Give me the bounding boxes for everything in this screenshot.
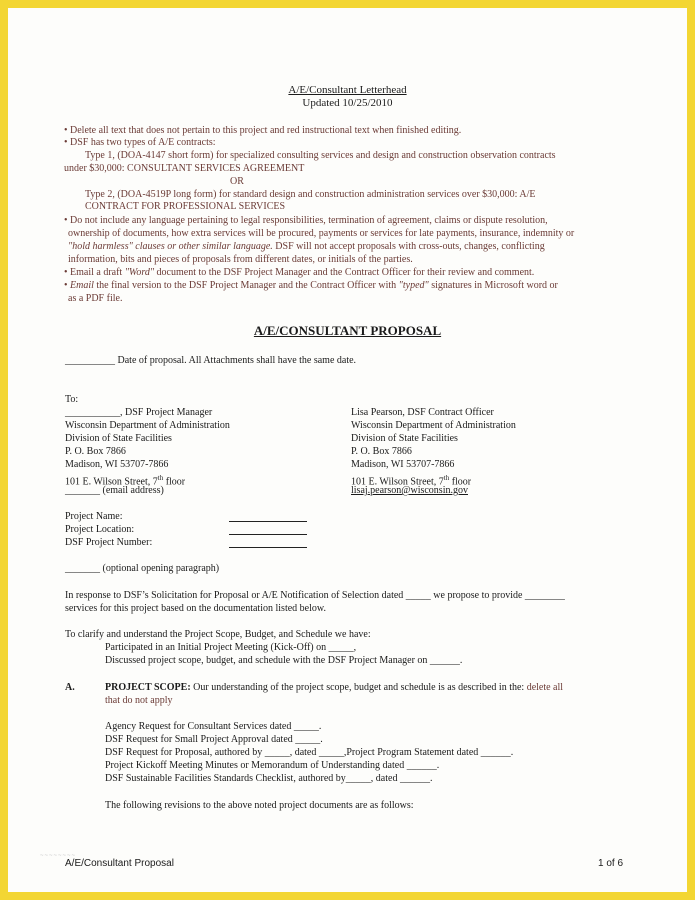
instruction-line xyxy=(64,267,534,279)
instruction-text: document to the DSF Project Manager and the Contract Officer for their review and comment. xyxy=(154,267,535,278)
instruction-text: the final version to the DSF Project Manager and the Contract Officer with xyxy=(93,280,399,291)
section-a-text: Our understanding of the project scope, budget and schedule is as described in the: xyxy=(190,682,525,693)
project-name-field[interactable] xyxy=(229,521,307,522)
address-text: 101 E. Wilson Street, 7 xyxy=(65,476,158,488)
address-text: floor xyxy=(163,476,186,488)
instruction-line: ownership of documents, how extra services will be procured, payments or services for late payments, insurance, indemnity or xyxy=(68,228,575,239)
response-line: services for this project based on the documentation listed below. xyxy=(65,603,326,614)
instruction-line: • DSF has two types of A/E contracts: xyxy=(64,137,216,148)
instruction-italic: "Word" xyxy=(124,267,155,278)
project-location-field[interactable] xyxy=(229,534,307,535)
clarify-line: To clarify and understand the Project Scope, Budget, and Schedule we have: xyxy=(65,629,371,640)
section-a-title: PROJECT SCOPE: xyxy=(105,682,191,693)
instruction-line: information, bits and pieces of proposals from different dates, or initials of the parties. xyxy=(68,254,413,265)
to-label: To: xyxy=(65,394,79,405)
instruction-italic: "hold harmless" clauses or other similar language. xyxy=(68,241,273,252)
section-a-letter: A. xyxy=(65,682,75,693)
pm-address-line: P. O. Box 7866 xyxy=(65,446,126,457)
instruction-text: • Email a draft xyxy=(64,267,125,278)
letterhead-title: A/E/Consultant Letterhead xyxy=(288,84,407,96)
instruction-italic: "typed" xyxy=(398,280,429,291)
instruction-line: Type 1, (DOA-4147 short form) for specialized consulting services and design and construction observation contracts xyxy=(85,150,556,161)
discussed-line: Discussed project scope, budget, and schedule with the DSF Project Manager on ______. xyxy=(105,655,463,666)
instruction-line xyxy=(68,241,545,253)
instruction-line: Type 2, (DOA-4519P long form) for standard design and construction administration services over $30,000: A/E xyxy=(85,189,536,200)
address-text: 101 E. Wilson Street, 7 xyxy=(351,476,444,488)
pm-address-line: Wisconsin Department of Administration xyxy=(65,420,230,431)
project-location-label: Project Location: xyxy=(65,524,135,535)
project-number-label: DSF Project Number: xyxy=(65,537,153,548)
address-superscript: th xyxy=(157,474,164,482)
co-address-line: Wisconsin Department of Administration xyxy=(351,420,516,431)
document-page xyxy=(8,8,687,892)
project-name-label: Project Name: xyxy=(65,511,123,522)
instruction-text: • xyxy=(64,280,71,291)
instruction-line: OR xyxy=(230,176,244,187)
response-line: In response to DSF’s Solicitation for Proposal or A/E Notification of Selection dated _____ we propose to provide ________ xyxy=(65,590,565,601)
instruction-text: DSF will not accept proposals with cross-outs, changes, conflicting xyxy=(272,241,545,252)
co-address-line: Division of State Facilities xyxy=(351,433,458,444)
scope-item: Agency Request for Consultant Services dated _____. xyxy=(105,721,322,732)
instruction-line xyxy=(64,280,558,292)
instruction-line: • Do not include any language pertaining to legal responsibilities, termination of agreement, claims or dispute resolution, xyxy=(64,215,548,226)
kickoff-line: Participated in an Initial Project Meeting (Kick-Off) on _____, xyxy=(105,642,357,653)
updated-date: Updated 10/25/2010 xyxy=(302,97,393,109)
section-a-instruction: that do not apply xyxy=(105,695,173,706)
footer-left: A/E/Consultant Proposal xyxy=(65,858,174,869)
pm-address-line: ___________, DSF Project Manager xyxy=(65,407,213,418)
instruction-line: CONTRACT FOR PROFESSIONAL SERVICES xyxy=(85,201,286,212)
address-text: floor xyxy=(449,476,472,488)
proposal-date-line: __________ Date of proposal. All Attachments shall have the same date. xyxy=(65,355,357,366)
co-address-line: Lisa Pearson, DSF Contract Officer xyxy=(351,407,494,418)
pm-email-line: _______ (email address) xyxy=(65,485,164,496)
scope-item: DSF Sustainable Facilities Standards Checklist, authored by_____, dated ______. xyxy=(105,773,433,784)
instruction-line: • Delete all text that does not pertain to this project and red instructional text when finished editing. xyxy=(64,125,462,136)
scope-item: DSF Request for Small Project Approval dated _____. xyxy=(105,734,323,745)
section-a-heading xyxy=(105,682,563,694)
instruction-line: as a PDF file. xyxy=(68,293,123,304)
opening-paragraph-line: _______ (optional opening paragraph) xyxy=(65,563,220,574)
faint-stamp-mark: ~~~~~~~~ xyxy=(40,853,77,859)
co-address-line: P. O. Box 7866 xyxy=(351,446,412,457)
contract-officer-email-link[interactable]: lisaj.pearson@wisconsin.gov xyxy=(351,485,468,496)
proposal-title: A/E/CONSULTANT PROPOSAL xyxy=(253,323,442,338)
instruction-line: under $30,000: CONSULTANT SERVICES AGREEMENT xyxy=(64,163,305,174)
instruction-text: signatures in Microsoft word or xyxy=(428,280,558,291)
scope-item: DSF Request for Proposal, authored by _____, dated _____,Project Program Statement dated ______. xyxy=(105,747,514,758)
instruction-italic: Email xyxy=(70,280,94,291)
pm-address-line: Division of State Facilities xyxy=(65,433,172,444)
project-number-field[interactable] xyxy=(229,547,307,548)
co-address-line: Madison, WI 53707-7866 xyxy=(351,459,455,470)
scope-item: Project Kickoff Meeting Minutes or Memorandum of Understanding dated ______. xyxy=(105,760,440,771)
section-a-instruction: delete all xyxy=(524,682,564,693)
address-superscript: th xyxy=(443,474,450,482)
pm-address-line: Madison, WI 53707-7866 xyxy=(65,459,169,470)
revisions-line: The following revisions to the above noted project documents are as follows: xyxy=(105,800,414,811)
page-number: 1 of 6 xyxy=(598,858,624,869)
